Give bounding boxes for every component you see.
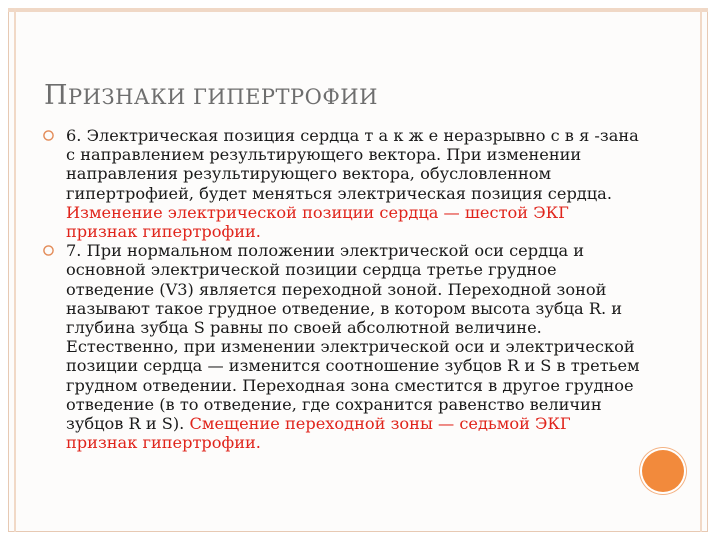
decorative-circle xyxy=(642,450,684,492)
bullet-highlight: Смещение переходной зоны — седьмой ЭКГ признак гипертрофии. xyxy=(66,414,571,453)
bullet-ring-icon xyxy=(42,244,55,257)
bullet-ring-icon xyxy=(42,129,55,142)
right-border xyxy=(700,8,702,532)
left-border xyxy=(14,8,16,532)
top-rule xyxy=(8,8,708,12)
bullet-text: 7. При нормальном положении электрической оси сердца и основной электрической позиции сердца третье грудное отведение (V3) является переходной зоной. Переходной зоной называют такое грудное отведение, в котором высота зубца R. и глубина зубца S равны по своей абсолютной величине. Естественно, при изменении электрической оси и электрической позиции сердца — изменится соотношение зубцов R и S в третьем грудном отведении. Переходная зона сместится в другое грудное отведение (в то отведение, где сохранится равенство величин зубцов R и S). xyxy=(66,241,640,434)
bullet-text: 6. Электрическая позиция сердца т а к ж е неразрывно с в я -зана с направлением результирующего вектора. При изменении направления результирующего вектора, обусловленном гипертрофией, будет меняться электрическая позиция сердца. xyxy=(66,126,639,203)
title-first-letter: П xyxy=(44,80,69,111)
title-rest: РИЗНАКИ ГИПЕРТРОФИИ xyxy=(68,85,378,109)
bullet-item xyxy=(40,241,640,452)
slide-title xyxy=(44,80,378,111)
bullet-item xyxy=(40,126,640,241)
slide-content xyxy=(40,126,640,452)
bullet-highlight: Изменение электрической позиции сердца — шестой ЭКГ признак гипертрофии. xyxy=(66,202,569,242)
